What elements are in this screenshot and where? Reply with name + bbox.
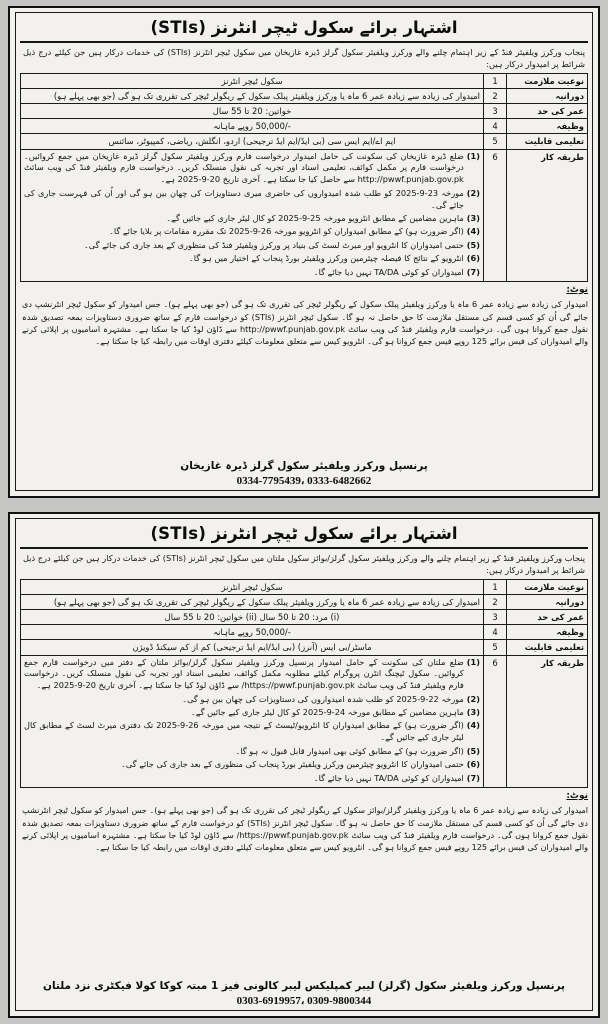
table-row: [21, 88, 588, 103]
ad2-row1-label: دورانیہ: [507, 594, 588, 609]
ad2-proc5-no: (6): [466, 759, 480, 770]
ad2-proc5-text: حتمی امیدواران کا انٹرویو چیئرمین ورکرز ویلفیئر بورڈ پنجاب کی منظوری کے بعد جاری کی جائے گی۔: [121, 759, 464, 770]
ad2-row4-value: ماسٹر/بی ایس (آنرز) (بی ایڈ/ایم ایڈ ترجیحی) کم از کم سیکنڈ ڈویژن: [21, 640, 484, 655]
list-item: [24, 240, 480, 252]
ad1-proc4-text: حتمی امیدواران کا انٹرویو اور میرٹ لسٹ کی بنیاد پر ورکرز ویلفیئر فنڈ کی منظوری کے بعد جاری کی جائے گی۔: [83, 239, 464, 250]
ad1-proc3-text: (اگر ضرورت ہو) کے مطابق امیدواران کو انٹرویو مورخہ 26-9-2025 تک مقررہ مقامات پر بلایا جائے گا۔: [109, 226, 464, 237]
ad2-heading: اشتہار برائے سکول ٹیچر انٹرنز (STIs): [150, 524, 458, 543]
ad2-proc3-text: (اگر ضرورت ہو) کے مطابق امیدواران کا انٹرویو/ٹیسٹ کے نتیجہ میں مورخہ 26-9-2025 تک دفتری میرٹ لسٹ کے مطابق کال لیٹر جاری کیے جائیں گے۔: [24, 720, 464, 743]
table-row: [21, 609, 588, 624]
list-item: [24, 720, 480, 744]
advertisement-multan: [8, 512, 600, 1018]
list-item: [24, 213, 480, 225]
ad1-procedure-cell: [21, 149, 484, 281]
ad2-row0-label: نوعیت ملازمت: [507, 579, 588, 594]
ad1-row5-number: 6: [484, 149, 507, 281]
ad1-proc1-no: (2): [466, 187, 480, 198]
ad2-row3-number: 4: [484, 625, 507, 640]
ad2-phone-numbers: 0303-6919957، 0309-9800344: [236, 995, 372, 1007]
ad2-signature: پرنسپل ورکرز ویلفیئر سکول (گرلز) لیبر کمپلیکس لیبر کالونی فیز 1 مبتہ کوکا کولا فیکٹری نزد ملتان: [43, 979, 565, 992]
ad1-heading: اشتہار برائے سکول ٹیچر انٹرنز (STIs): [150, 18, 458, 37]
ad2-proc1-text: مورخہ 22-9-2025 کو طلب شدہ امیدواروں کی دستاویزات کی چھان بین ہو گی۔: [182, 693, 464, 704]
list-item: [24, 188, 480, 212]
table-row: [21, 640, 588, 655]
ad1-note-title: نوٹ:: [566, 284, 588, 295]
ad1-proc6-text: امیدواران کو کوئی TA/DA نہیں دیا جائے گا۔: [313, 266, 464, 277]
ad2-signature-block: [20, 977, 588, 1007]
ad2-proc2-no: (3): [466, 707, 480, 718]
ad1-proc4-no: (5): [466, 239, 480, 250]
list-item: [24, 151, 480, 187]
ad2-row0-number: 1: [484, 579, 507, 594]
ad2-note-title: نوٹ:: [566, 790, 588, 801]
ad1-row3-value: -/50,000 روپے ماہانہ: [21, 119, 484, 134]
list-item: [24, 759, 480, 771]
table-row: [21, 73, 588, 88]
ad1-row3-number: 4: [484, 119, 507, 134]
ad2-proc2-text: ماہرین مضامین کے مطابق مورخہ 24-9-2025 کو کال لیٹر جاری کیے جائیں گے۔: [190, 707, 464, 718]
ad1-row1-number: 2: [484, 88, 507, 103]
ad1-row4-value: ایم اے/ایم ایس سی (بی ایڈ/ایم ایڈ ترجیحی) اردو، انگلش، ریاضی، کمپیوٹر، سائنس: [21, 134, 484, 149]
list-item: [24, 226, 480, 238]
ad2-row3-value: -/50,000 روپے ماہانہ: [21, 625, 484, 640]
ad2-proc0-text: ضلع ملتان کی سکونت کے حامل امیدوار پرنسپل ورکرز ویلفیئر سکول گرلز/بوائز ملتان کے دفتر میں درخواست فارم جمع کروائیں۔ سکول ٹیچنگ انٹرن پروگرام کیلئے مطلوبہ مکمل کوائف، تعلیمی اسناد اور تجربہ کی نقول منسلک کریں۔ درخواست فارم ویلفیئر فنڈ کی ویب سائٹ https://pwwf.punjab.gov.pk/ سے ڈاؤن لوڈ کیا جا سکتا ہے۔ آخری تاریخ 20-9-2025 ہے۔: [24, 656, 464, 691]
ad1-row2-label: عمر کی حد: [507, 103, 588, 118]
ad2-heading-rule: [20, 547, 588, 549]
ad1-note: [20, 284, 588, 457]
ad2-details-table: [20, 579, 588, 788]
ad2-proc3-no: (4): [466, 720, 480, 731]
advertisement-dera-ghazi-khan: [8, 6, 600, 498]
list-item: [24, 707, 480, 719]
ad2-row2-number: 3: [484, 609, 507, 624]
ad2-row4-label: تعلیمی قابلیت: [507, 640, 588, 655]
ad1-row2-value: خواتین: 20 تا 55 سال: [21, 103, 484, 118]
ad1-row5-label: طریقہ کار: [507, 149, 588, 281]
ad2-row1-number: 2: [484, 594, 507, 609]
ad1-details-table: [20, 73, 588, 282]
ad1-proc6-no: (7): [466, 266, 480, 277]
table-row: [21, 103, 588, 118]
ad2-row3-label: وظیفہ: [507, 625, 588, 640]
table-row: [21, 594, 588, 609]
ad1-proc3-no: (4): [466, 226, 480, 237]
ad2-proc0-no: (1): [466, 656, 480, 667]
list-item: [24, 773, 480, 785]
ad1-proc0-text: ضلع ڈیرہ غازیخان کی سکونت کی حامل امیدوار درخواست فارم ورکرز ویلفیئر سکول گرلز ڈیرہ غازیخان میں جمع کروائیں۔ درخواست فارم پر مکمل کوائف، تعلیمی اسناد اور تجربہ کی نقول منسلک کریں۔ درخواست فارم ویلفیئر فنڈ کی ویب سائٹ http://pwwf.punjab.gov.pk سے حاصل کیا جا سکتا ہے۔ آخری تاریخ 20-9-2025 ہے۔: [24, 150, 464, 185]
ad2-intro: پنجاب ورکرز ویلفیئر فنڈ کے زیر اہتمام چلنے والے ورکرز ویلفیئر سکول گرلز/بوائز سکول ملتان میں سکول ٹیچر انٹرنز (STIs) کی خدمات درکار ہیں جن کیلئے درج ذیل شرائط پر امیدوار درکار ہیں:: [23, 553, 585, 576]
ad2-proc6-no: (7): [466, 772, 480, 783]
ad1-signature: پرنسپل ورکرز ویلفیئر سکول گرلز ڈیرہ غازیخان: [180, 459, 428, 472]
ad2-proc4-no: (5): [466, 745, 480, 756]
ad2-proc4-text: (اگر ضرورت ہو) کے مطابق کوئی بھی امیدوار قابل قبول نہ ہو گا۔: [235, 745, 464, 756]
ad2-note: [20, 790, 588, 977]
table-row: [21, 119, 588, 134]
ad2-proc1-no: (2): [466, 693, 480, 704]
ad2-row2-label: عمر کی حد: [507, 609, 588, 624]
ad1-proc2-no: (3): [466, 212, 480, 223]
ad1-proc5-text: انٹرویو کے نتائج کا فیصلہ چیئرمین ورکرز ویلفیئر بورڈ پنجاب کے اختیار میں ہو گا۔: [188, 253, 464, 264]
ad2-row0-value: سکول ٹیچر انٹرنز: [21, 579, 484, 594]
ad1-row1-value: امیدوار کی زیادہ سے زیادہ عمر 6 ماہ یا ورکرز ویلفیئر پبلک سکول کے ریگولر ٹیچر کی تقرری تک ہو گی (جو بھی پہلے ہو): [21, 88, 484, 103]
list-item: [24, 267, 480, 279]
ad2-procedure-cell: [21, 655, 484, 787]
ad1-heading-rule: [20, 41, 588, 43]
table-row-procedure: [21, 149, 588, 281]
ad1-signature-block: [20, 457, 588, 487]
table-row-procedure: [21, 655, 588, 787]
ad2-row2-value: (i) مرد: 20 تا 50 سال (ii) خواتین: 20 تا 55 سال: [21, 609, 484, 624]
ad1-row1-label: دورانیہ: [507, 88, 588, 103]
ad1-row0-value: سکول ٹیچر انٹرنز: [21, 73, 484, 88]
ad1-intro: پنجاب ورکرز ویلفیئر فنڈ کے زیر اہتمام چلنے والے ورکرز ویلفیئر سکول گرلز ڈیرہ غازیخان میں سکول ٹیچر انٹرنز (STIs) کی خدمات درکار ہیں جن کیلئے درج ذیل شرائط پر امیدوار درکار ہیں:: [23, 47, 585, 70]
ad2-row5-label: طریقہ کار: [507, 655, 588, 787]
list-item: [24, 657, 480, 693]
list-item: [24, 253, 480, 265]
ad1-row2-number: 3: [484, 103, 507, 118]
table-row: [21, 625, 588, 640]
table-row: [21, 134, 588, 149]
ad1-proc2-text: ماہرین مضامین کے مطابق انٹرویو مورخہ 25-9-2025 کو کال لیٹر جاری کیے جائیں گے۔: [166, 212, 464, 223]
ad1-proc5-no: (6): [466, 253, 480, 264]
ad1-row0-number: 1: [484, 73, 507, 88]
ad1-note-body: امیدوار کی زیادہ سے زیادہ عمر 6 ماہ یا ورکرز ویلفیئر پبلک سکول کے ریگولر ٹیچر کی تقرری تک ہو گی (جو بھی پہلے ہو)۔ جس امیدوار کو سکول ٹیچر انٹرنشپ دی جائے گی اُن کو کسی قسم کی مستقل ملازمت کا حق حاصل نہ ہو گا۔ سکول ٹیچر انٹرنز (STIs) کو درخواست فارم کے ساتھ ضروری دستاویزات بمعہ تصدیق شدہ نقول جمع کروانا ہوں گی۔ درخواست فارم ویلفیئر فنڈ کی ویب سائٹ http://pwwf.punjab.gov.pk سے ڈاؤن لوڈ کیا جا سکتا ہے۔ مشتہرہ اسامیوں پر اپلائی کرنے والے امیدواران کی فیس برائے 125 روپے فیس جمع کروانا ہو گی۔ انٹرویو کیس سے متعلق معلومات کیلئے دفتری اوقات میں رابطہ کیا جا سکتا ہے۔: [22, 299, 588, 346]
table-row: [21, 579, 588, 594]
ad2-proc6-text: امیدواران کو کوئی TA/DA نہیں دیا جائے گا۔: [313, 772, 464, 783]
ad2-note-body: امیدوار کی زیادہ سے زیادہ عمر 6 ماہ یا ورکرز ویلفیئر گرلز/بوائز سکول کے ریگولر ٹیچر کی تقرری تک ہو گی (جو بھی پہلے ہو)۔ جس امیدوار کو سکول ٹیچر انٹرنشپ دی جائے گی اُن کو کسی قسم کی مستقل ملازمت کا حق حاصل نہ ہو گا۔ سکول ٹیچر انٹرنز (STIs) کو درخواست فارم کے ساتھ ضروری دستاویزات بمعہ تصدیق شدہ نقول جمع کروانا ہوں گی۔ درخواست فارم ویلفیئر فنڈ کی ویب سائٹ https://pwwf.punjab.gov.pk/ سے ڈاؤن لوڈ کیا جا سکتا ہے۔ مشتہرہ اسامیوں پر اپلائی کرنے والے امیدواران کی فیس برائے 125 روپے فیس جمع کروانا ہو گی۔ انٹرویو کیس سے متعلق معلومات کیلئے دفتری اوقات میں رابطہ کیا جا سکتا ہے۔: [22, 805, 588, 852]
list-item: [24, 694, 480, 706]
ad1-phone-numbers: 0334-7795439، 0333-6482662: [236, 475, 372, 487]
ad1-row4-label: تعلیمی قابلیت: [507, 134, 588, 149]
list-item: [24, 746, 480, 758]
ad2-row1-value: امیدوار کی زیادہ سے زیادہ عمر 6 ماہ یا ورکرز ویلفیئر پبلک سکول کے ریگولر ٹیچر کی تقرری تک ہو گی (جو بھی پہلے ہو): [21, 594, 484, 609]
ad2-row4-number: 5: [484, 640, 507, 655]
ad1-proc0-no: (1): [466, 150, 480, 161]
ad1-row3-label: وظیفہ: [507, 119, 588, 134]
ad2-row5-number: 6: [484, 655, 507, 787]
ad1-row4-number: 5: [484, 134, 507, 149]
ad1-row0-label: نوعیت ملازمت: [507, 73, 588, 88]
ad1-proc1-text: مورخہ 23-9-2025 کو طلب شدہ امیدواروں کی حاضری میری دستاویزات کی چھان بین ہو گی اور اُن کی فہرست جاری کی جائے گی۔: [24, 187, 464, 210]
